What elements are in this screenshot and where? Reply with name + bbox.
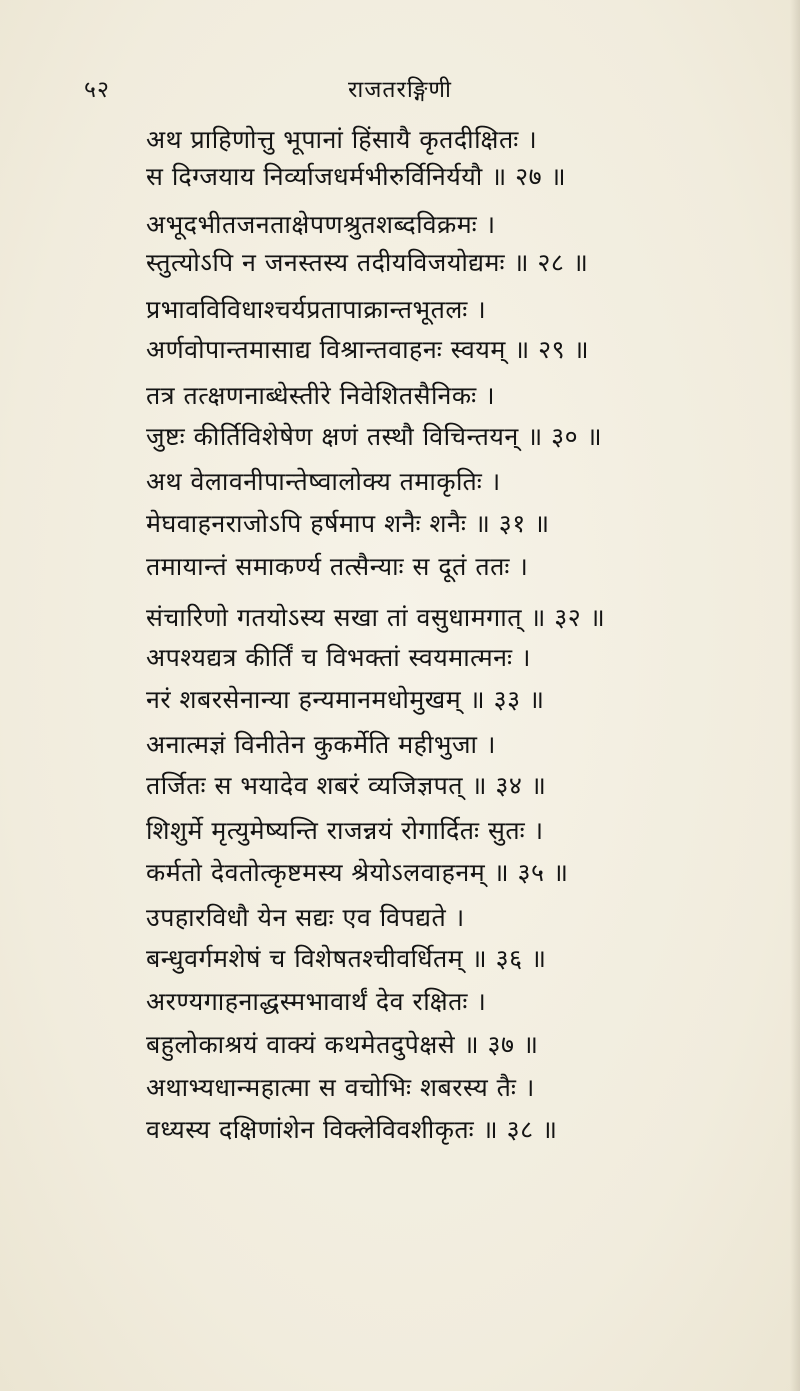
verse-line: कर्मतो देवतोत्कृष्टमस्य श्रेयोऽलवाहनम् ॥ ३५ ॥ — [146, 858, 569, 887]
verse-line: तत्र तत्क्षणनाब्धेस्तीरे निवेशितसैनिकः । — [146, 381, 496, 410]
verse-line: अथ प्राहिणोत्तु भूपानां हिंसायै कृतदीक्षितः । — [146, 125, 538, 154]
verse-line: प्रभावविविधाश्चर्यप्रतापाक्रान्तभूतलः । — [146, 295, 487, 324]
verse-line: शिशुर्मे मृत्युमेष्यन्ति राजन्नयं रोगार्दितः सुतः । — [146, 816, 544, 845]
verse-line: तर्जितः स भयादेव शबरं व्यजिज्ञपत् ॥ ३४ ॥ — [146, 771, 547, 800]
verse-line: उपहारविधौ येन सद्यः एव विपद्यते । — [146, 903, 465, 932]
verse-line: अपश्यद्यत्र कीर्तिं च विभक्तां स्वयमात्मनः । — [146, 643, 531, 672]
verse-line: मेघवाहनराजोऽपि हर्षमाप शनैः शनैः ॥ ३१ ॥ — [146, 509, 550, 538]
verse-line: स दिग्जयाय निर्व्याजधर्मभीरुर्विनिर्ययौ ॥ २७ ॥ — [146, 162, 567, 191]
verse-line: बन्धुवर्गमशेषं च विशेषतश्चीवर्धितम् ॥ ३६ ॥ — [146, 944, 547, 973]
verse-line: अथ वेलावनीपान्तेष्वालोक्य तमाकृतिः । — [146, 467, 501, 496]
page-edge-shadow — [790, 0, 800, 1391]
verse-line: अथाभ्यधान्महात्मा स वचोभिः शबरस्य तैः । — [146, 1073, 535, 1102]
verse-line: संचारिणो गतयोऽस्य सखा तां वसुधामगात् ॥ ३२ ॥ — [146, 603, 606, 632]
page-header — [0, 72, 800, 112]
verse-line: वध्यस्य दक्षिणांशेन विक्लेविवशीकृतः ॥ ३८ ॥ — [146, 1115, 558, 1144]
verse-line: जुष्टः कीर्तिविशेषेण क्षणं तस्थौ विचिन्तयन् ॥ ३० ॥ — [146, 422, 603, 451]
verse-line: नरं शबरसेनान्या हन्यमानमधोमुखम् ॥ ३३ ॥ — [146, 685, 545, 714]
page-number: ५२ — [84, 77, 110, 103]
verse-line: स्तुत्योऽपि न जनस्तस्य तदीयविजयोद्यमः ॥ २८ ॥ — [146, 248, 589, 277]
verse-line: तमायान्तं समाकर्ण्य तत्सैन्याः स दूतं ततः । — [146, 552, 529, 581]
verse-line: अनात्मज्ञं विनीतेन कुकर्मेति महीभुजा । — [146, 730, 496, 759]
running-title: राजतरङ्गिणी — [347, 77, 453, 103]
verse-line: अभूदभीतजनताक्षेपणश्रुतशब्दविक्रमः । — [146, 210, 496, 239]
verse-line: अर्णवोपान्तमासाद्य विश्रान्तवाहनः स्वयम् ॥ २९ ॥ — [146, 335, 590, 364]
verse-line: अरण्यगाहनाद्धस्मभावार्थं देव रक्षितः । — [146, 987, 487, 1016]
verse-line: बहुलोकाश्रयं वाक्यं कथमेतदुपेक्षसे ॥ ३७ ॥ — [146, 1030, 539, 1059]
